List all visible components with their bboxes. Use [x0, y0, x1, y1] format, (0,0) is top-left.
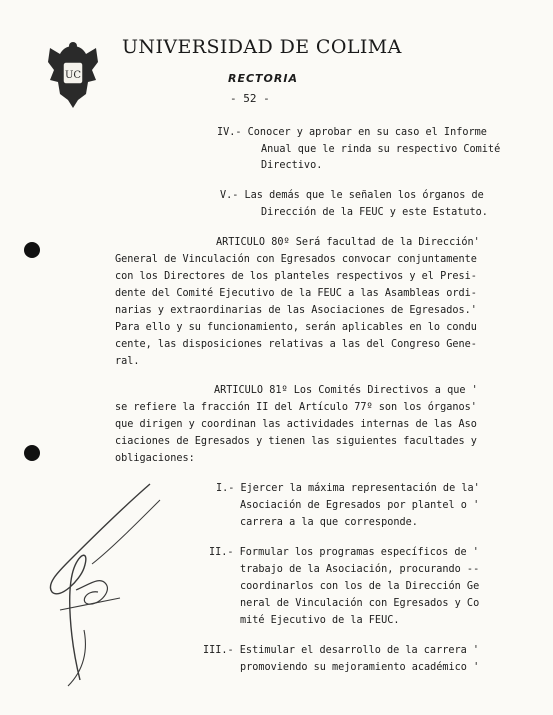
- text-line: dente del Comité Ejecutivo de la FEUC a las Asambleas ordi-: [115, 288, 477, 299]
- punch-hole: [24, 242, 40, 258]
- text-line: IV.- Conocer y aprobar en su caso el Informe: [217, 127, 487, 138]
- text-line: con los Directores de los planteles respectivos y el Presi-: [115, 271, 477, 282]
- text-line: trabajo de la Asociación, procurando --: [240, 564, 480, 575]
- office-title: RECTORIA: [228, 72, 298, 85]
- text-line: obligaciones:: [115, 453, 195, 464]
- text-line: ARTICULO 81º Los Comités Directivos a que ': [214, 385, 478, 396]
- text-line: narias y extraordinarias de las Asociaciones de Egresados.': [115, 305, 477, 316]
- text-line: ciaciones de Egresados y tienen las siguientes facultades y: [115, 436, 477, 447]
- text-line: coordinarlos con los de la Dirección Ge: [240, 581, 480, 592]
- university-seal-icon: [46, 40, 100, 110]
- text-line: ARTICULO 80º Será facultad de la Dirección': [216, 237, 480, 248]
- text-line: cente, las disposiciones relativas a las del Congreso Gene-: [115, 339, 477, 350]
- text-line: promoviendo su mejoramiento académico ': [240, 662, 480, 673]
- text-line: I.- Ejercer la máxima representación de la': [216, 483, 480, 494]
- text-line: II.- Formular los programas específicos de ': [209, 547, 479, 558]
- text-line: Para ello y su funcionamiento, serán aplicables en lo condu: [115, 322, 477, 333]
- text-line: mité Ejecutivo de la FEUC.: [240, 615, 400, 626]
- text-line: Directivo.: [261, 160, 323, 171]
- text-line: carrera a la que corresponde.: [240, 517, 418, 528]
- text-line: Asociación de Egresados por plantel o ': [240, 500, 480, 511]
- svg-text:UC: UC: [64, 70, 82, 81]
- text-line: III.- Estimular el desarrollo de la carrera ': [203, 645, 480, 656]
- text-line: que dirigen y coordinan las actividades internas de las Aso: [115, 419, 477, 430]
- text-line: Dirección de la FEUC y este Estatuto.: [261, 207, 488, 218]
- text-line: se refiere la fracción II del Artículo 77º son los órganos': [115, 402, 477, 413]
- page-number: - 52 -: [230, 92, 270, 105]
- university-name: UNIVERSIDAD DE COLIMA: [122, 36, 402, 58]
- text-line: neral de Vinculación con Egresados y Co: [240, 598, 480, 609]
- text-line: V.- Las demás que le señalen los órganos de: [220, 190, 484, 201]
- text-line: ral.: [115, 356, 140, 367]
- punch-hole: [24, 445, 40, 461]
- text-line: General de Vinculación con Egresados convocar conjuntamente: [115, 254, 477, 265]
- handwritten-signature: [40, 480, 170, 690]
- text-line: Anual que le rinda su respectivo Comité: [261, 144, 501, 155]
